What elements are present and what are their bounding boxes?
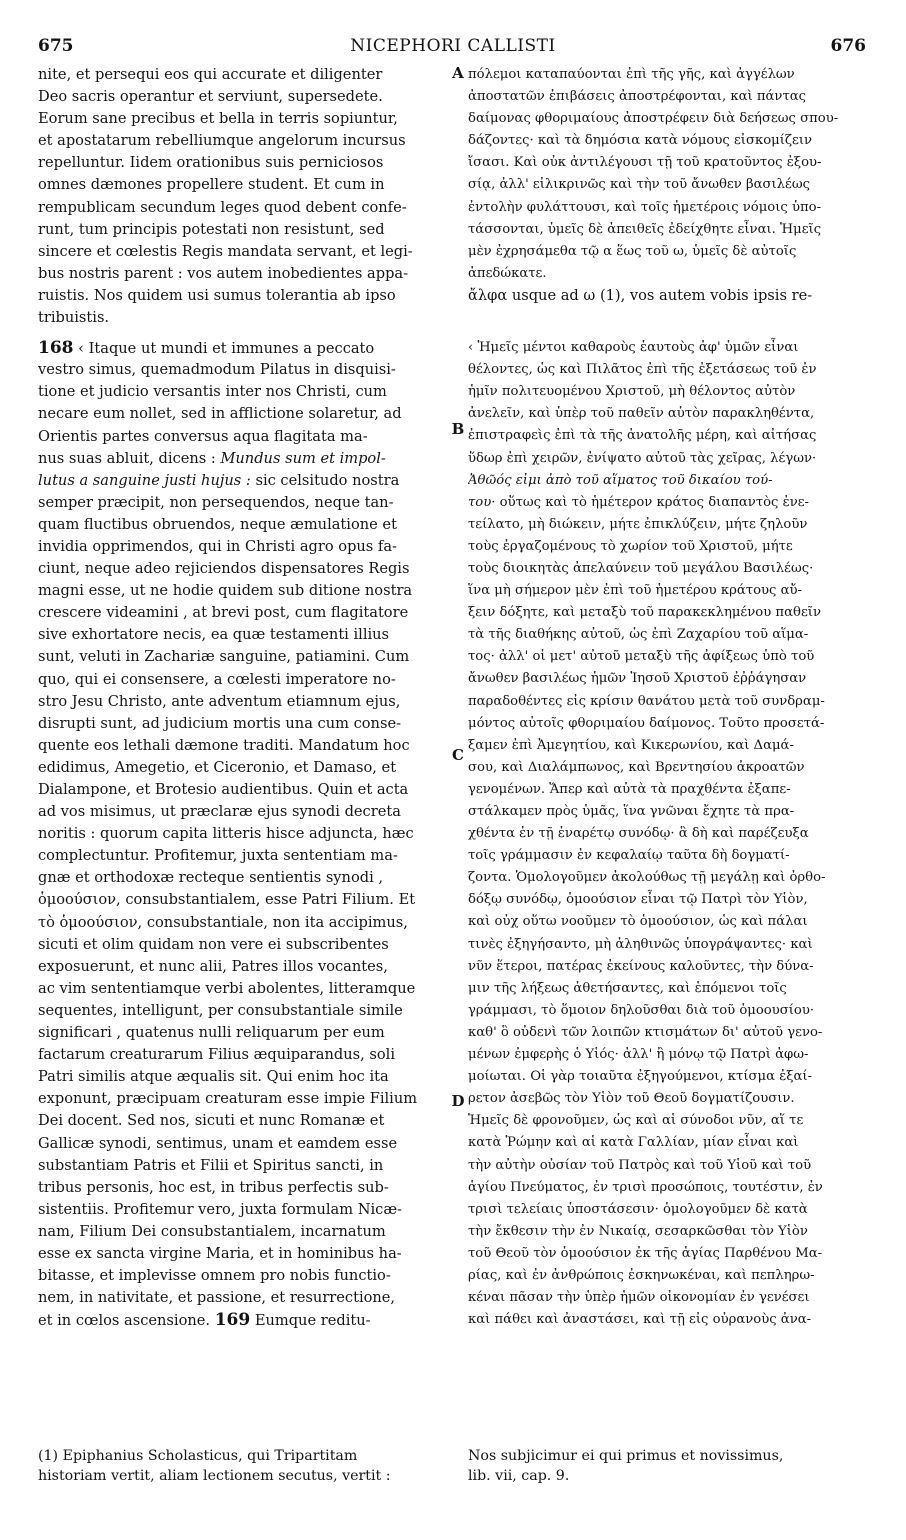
text-line: τοῖς γράμμασιν ἐν κεφαλαίῳ ταῦτα δὴ δογματί- [468,848,790,864]
margin-letter-b: B [451,420,465,438]
text-span: et in cœlos ascensione. [38,1312,215,1330]
text-line: τοὺς ἐργαζομένους τὸ χωρίον τοῦ Χριστοῦ, μήτε [468,538,793,554]
text-line: στάλκαμεν πρὸς ὑμᾶς, ἵνα γνῶναι ἔχητε τὰ πρα- [468,804,795,819]
text-line: runt, tum principis potestati non resistunt, sed [38,220,385,238]
text-line: Ἡμεῖς δὲ φρονοῦμεν, ὡς καὶ αἱ σύνοδοι νῦν, αἵ τε [468,1113,804,1129]
margin-letter-d: D [451,1092,465,1110]
text-line: sistentiis. Profitemur vero, juxta formulam Nicæ- [38,1200,402,1218]
text-line: tione et judicio versantis inter nos Christi, cum [38,383,387,401]
text-line: noritis : quorum capita litteris hisce adjuncta, hæc [38,825,414,843]
text-line: exponunt, præcipuam creaturam esse impie Filium [38,1090,418,1108]
italic-quote: lutus a sanguine justi hujus : [38,471,251,489]
italic-quote: Mundus sum et impol- [220,449,386,467]
text-line: ἄνωθεν βασιλέως ἡμῶν Ἰησοῦ Χριστοῦ ἐῤῥάγησαν [468,671,807,687]
running-title: NICEPHORI CALLISTI [350,36,556,56]
text-line: γενομένων. Ἅπερ καὶ αὐτὰ τὰ πραχθέντα ἐξαπε- [468,781,791,797]
text-line: ξειν δόξητε, καὶ μεταξὺ τοῦ παρακεκλημένου παθεῖν [468,605,821,621]
greek-block-2 [468,337,870,1331]
text-line: sicuti et olim quidam non vere ei subscribentes [38,935,389,953]
text-line: Eorum sane precibus et bella in terris sopiuntur, [38,110,398,128]
text-span: οὕτως καὶ τὸ ἡμέτερον κράτος διαπαντὸς ἐνε- [495,494,810,510]
text-line: ‹ Ἡμεῖς μέντοι καθαροὺς ἑαυτοὺς ἀφ' ὑμῶν εἶναι [468,340,799,356]
text-line: semper præcipit, non persequendos, neque tan- [38,493,394,511]
text-line: quam fluctibus obruendos, neque æmulatione et [38,515,397,533]
text-line: ρίας, καὶ ἐν ἀνθρώποις ἐσκηνωκέναι, καὶ πεπληρω- [468,1267,815,1283]
text-line: τὴν αὐτὴν οὐσίαν τοῦ Πατρὸς καὶ τοῦ Υἱοῦ καὶ τοῦ [468,1157,812,1173]
page-number-left: 675 [38,36,74,56]
text-line: edidimus, Amegetio, et Ciceronio, et Damaso, et [38,758,397,776]
text-line: rempublicam secundum leges quod debent confe- [38,198,407,216]
text-line: ἀποστατῶν ἐπιβάσεις ἀποστρέφονται, καὶ πάντας [468,89,807,105]
text-line: τὸ ὁμοούσιον, consubstantiale, non ita accipimus, [38,913,408,931]
text-line: καὶ πάθει καὶ ἀναστάσει, καὶ τῇ εἰς οὐρανοὺς ἀνα- [468,1312,812,1328]
text-line: ἁγίου Πνεύματος, ἐν τρισὶ προσώποις, τουτέστιν, ἐν [468,1179,823,1195]
latin-block-1 [38,64,448,329]
section-number-168: 168 [38,338,74,359]
text-line: gnæ et orthodoxæ recteque sentientis synodi , [38,869,384,887]
text-line: μοίωται. Οἱ γὰρ τοιαῦτα ἐξηγούμενοι, κτίσμα ἐξαί- [468,1069,813,1085]
footnote-line: lib. vii, cap. 9. [468,1468,570,1484]
text-line: τρισὶ τελείαις ὑποστάσεσιν· ὁμολογοῦμεν δὲ κατὰ [468,1201,808,1217]
text-line: esse ex sancta virgine Maria, et in hominibus ha- [38,1244,402,1262]
text-line: factarum creaturarum Filius æquiparandus, soli [38,1046,395,1064]
text-line: δόξῳ συνόδῳ, ὁμοούσιον εἶναι τῷ Πατρὶ τὸν Υἱὸν, [468,892,808,908]
text-line: τὰ τῆς διαθήκης αὐτοῦ, ὡς ἐπὶ Ζαχαρίου τοῦ αἵμα- [468,627,809,643]
text-line: ἐντολὴν φυλάττουσι, καὶ τοῖς ἡμετέροις νόμοις ὑπο- [468,199,822,215]
text-line: nem, in nativitate, et passione, et resurrectione, [38,1289,396,1307]
text-line: ἄλφα usque ad ω (1), vos autem vobis ipsis re- [468,286,813,304]
text-line: τάσσονται, ὑμεῖς δὲ ἀπειθεῖς ἐδείχθητε εἶναι. Ἡμεῖς [468,221,822,237]
text-line: ρετον ἀσεβῶς τὸν Υἱὸν τοῦ Θεοῦ δογματίζουσιν. [468,1091,795,1107]
text-line: disrupti sunt, ad judicium mortis una cum conse- [38,714,402,732]
text-line: quente eos lethali dæmone traditi. Mandatum hoc [38,736,410,754]
text-line: complectuntur. Profitemur, juxta sententiam ma- [38,847,398,865]
text-line: exposuerunt, et nunc alii, Patres illos vocantes, [38,957,388,975]
text-line: ξαμεν ἐπὶ Ἀμεγητίου, καὶ Κικερωνίου, καὶ Δαμά- [468,737,794,753]
text-line: Patri similis atque æqualis sit. Qui enim hoc ita [38,1068,389,1086]
text-line: σου, καὶ Διαλάμπωνος, καὶ Βρεντησίου ἀκροατῶν [468,759,805,775]
text-line: ἀνελεῖν, καὶ ὑπὲρ τοῦ παθεῖν αὐτὸν παρακληθέντα, [468,406,815,422]
text-line: tribuistis. [38,309,110,327]
text-line: γράμμασι, τὸ ὅμοιον δηλοῦσθαι διὰ τοῦ ὁμοουσίου· [468,1002,815,1018]
text-line: μιν τῆς λήξεως ἀθετήσαντες, καὶ ἑπόμενοι τοῖς [468,980,787,996]
text-line: πόλεμοι καταπαύονται ἐπὶ τῆς γῆς, καὶ ἀγγέλων [468,67,795,82]
footnote-line: historiam vertit, aliam lectionem secutus, vertit : [38,1468,391,1484]
italic-quote: Ἀθῶός εἰμι ἀπὸ τοῦ αἵματος τοῦ δικαίου τού- [468,472,773,488]
margin-letter-a: A [452,64,464,82]
text-line: nite, et persequi eos qui accurate et diligenter [38,66,383,83]
text-line: bus nostris parent : vos autem inobedientes appa- [38,264,409,282]
text-line: ciunt, neque adeo rejiciendos dispensatores Regis [38,560,410,578]
text-line: κέναι πᾶσαν τὴν ὑπὲρ ἡμῶν οἰκονομίαν ἐν γενέσει [468,1290,810,1306]
text-line: omnes dæmones propellere student. Et cum in [38,176,385,194]
text-line: tribus personis, hoc est, in tribus perfectis sub- [38,1178,389,1196]
text-line: χθέντα ἐν τῇ ἐναρέτῳ συνόδῳ· ἃ δὴ καὶ παρέζευξα [468,826,809,842]
text-line: vestro simus, quemadmodum Pilatus in disquisi- [38,361,396,379]
text-line: τινὲς ἐξηγήσαντο, μὴ ἀληθινῶς ὑπογράψαντες· καὶ [468,936,813,952]
text-line: magni esse, ut ne hodie quidem sub ditione nostra [38,582,413,600]
text-line: ὁμοούσιον, consubstantialem, esse Patri Filium. Et [38,891,416,909]
text-line: παραδοθέντες εἰς κρίσιν θανάτου μετὰ τοῦ συνδραμ- [468,693,825,709]
text-line: σίᾳ, ἀλλ' εἰλικρινῶς καὶ τὴν τοῦ ἄνωθεν βασιλέως [468,177,810,193]
text-line: et apostatarum rebelliumque angelorum incursus [38,132,406,150]
text-line: ruistis. Nos quidem usi sumus tolerantia ab ipso [38,286,396,304]
text-line [38,1309,448,1331]
text-line: significari , quatenus nulli reliquarum per eum [38,1024,385,1042]
text-line: τοὺς διοικητὰς ἀπελαύνειν τοῦ μεγάλου Βασιλέως· [468,560,814,576]
latin-block-2 [38,337,448,1331]
text-line: repelluntur. Iidem orationibus suis perniciosos [38,154,384,172]
text-line: δαίμονας φθοριμαίους ἀποστρέφειν διὰ δεήσεως σπου- [468,111,839,127]
text-line: quo, qui ei consensere, a cœlesti imperatore no- [38,670,396,688]
text-line: sive exhortatore necis, ea quæ testamenti illius [38,626,390,644]
text-line [468,492,870,514]
text-line: sincere et cœlestis Regis mandata servant, et legi- [38,242,413,260]
text-line: τος· ἀλλ' οἱ μετ' αὐτοῦ μεταξὺ τῆς ἀφίξεως ὑπὸ τοῦ [468,649,815,665]
text-line: Deo sacris operantur et serviunt, supersedete. [38,88,383,106]
text-line: ζοντα. Ὁμολογοῦμεν ἀκολούθως τῇ μεγάλῃ καὶ ὀρθο- [468,870,826,886]
text-line: τείλατο, μὴ διώκειν, μήτε ἐπικλύζειν, μήτε ζηλοῦν [468,516,808,532]
text-line: ὕδωρ ἐπὶ χειρῶν, ἐνίψατο αὐτοῦ τὰς χεῖρας, λέγων· [468,450,817,466]
text-line: Dei docent. Sed nos, sicuti et nunc Romanæ et [38,1112,385,1130]
text-line: μόντος αὐτοῖς φθοριμαίου δαίμονος. Τοῦτο προσετά- [468,715,825,731]
footnote-right [468,1446,870,1486]
text-line: sunt, veluti in Zachariæ sanguine, patiamini. Cum [38,648,410,666]
text-line: necare eum nollet, sed in afflictione solaretur, ad [38,405,402,423]
text-line: Dialampone, et Brotesio audientibus. Quin et acta [38,781,409,798]
text-line: ἵνα μὴ σήμερον μὲν ἐπὶ τοῦ ἡμετέρου κράτους αὔ- [468,583,803,599]
text-line: ad vos misimus, ut præclaræ ejus synodi decreta [38,803,401,821]
footnote-left [38,1446,448,1486]
text-line: ac vim sententiamque verbi abolentes, litteramque [38,979,416,997]
text-line: τοῦ Θεοῦ τὸν ὁμοούσιον ἐκ τῆς ἁγίας Παρθένου Μα- [468,1245,823,1261]
page-number-right: 676 [830,36,866,56]
text-line: θέλοντες, ὡς καὶ Πιλᾶτος ἐπὶ τῆς ἐξετάσεως τοῦ ἐν [468,362,817,378]
text-line: substantiam Patris et Filii et Spiritus sancti, in [38,1156,384,1174]
text-span: nus suas abluit, dicens : [38,449,221,467]
italic-quote: του· [468,494,496,510]
text-line [38,470,448,492]
text-line: nam, Filium Dei consubstantialem, incarnatum [38,1222,386,1240]
text-line [38,337,448,359]
text-line: invidia opprimendos, qui in Christi agro opus fa- [38,537,397,555]
text-span: ‹ Itaque ut mundi et immunes a peccato [78,340,375,358]
page-header [36,36,870,60]
text-line: bitasse, et implevisse omnem pro nobis functio- [38,1267,391,1285]
text-line: crescere videamini , at brevi post, cum flagitatore [38,604,409,622]
footnote-line: (1) Epiphanius Scholasticus, qui Tripartitam [38,1448,358,1464]
text-line: τὴν ἔκθεσιν τὴν ἐν Νικαίᾳ, σεσαρκῶσθαι τὸν Υἱὸν [468,1223,808,1239]
text-line: δάζοντες· καὶ τὰ δημόσια κατὰ νόμους εἰσκομίζειν [468,133,813,149]
text-line: Gallicæ synodi, sentimus, unam et eamdem esse [38,1134,398,1152]
text-line: ἴσασι. Καὶ οὐκ ἀντιλέγουσι τῇ τοῦ κρατοῦντος ἐξου- [468,155,822,171]
text-line: stro Jesu Christo, ante adventum etiamnum ejus, [38,692,401,710]
text-line: κατὰ Ῥώμην καὶ αἱ κατὰ Γαλλίαν, μίαν εἶναι καὶ [468,1135,799,1151]
latin-column [38,64,448,1331]
text-line [38,448,448,470]
text-line: νῦν ἕτεροι, πατέρας ἐκείνους καλοῦντες, τὴν δύνα- [468,958,814,974]
text-line: ἀπεδώκατε. [468,265,547,281]
footnote-line: Nos subjicimur ei qui primus et novissimus, [468,1448,784,1464]
text-line: μένων ἐμφερὴς ὁ Υἱός· ἀλλ' ἢ μόνῳ τῷ Πατρὶ ἀφω- [468,1047,809,1063]
margin-letter-c: C [452,746,464,764]
text-line: ἡμῖν πολιτευομένου Χριστοῦ, μὴ θέλοντος αὐτὸν [468,384,796,400]
text-span: Eumque reditu- [250,1312,371,1330]
text-line: ἐπιστραφεὶς ἐπὶ τὰ τῆς ἀνατολῆς μέρη, καὶ αἰτήσας [468,428,817,444]
greek-column [468,64,870,1331]
text-line: sequentes, intelligunt, per consubstantiale simile [38,1001,403,1019]
text-line: Orientis partes conversus aqua flagitata ma- [38,427,368,445]
text-line: καθ' ὃ οὐδενὶ τῶν λοιπῶν κτισμάτων δι' αὐτοῦ γενο- [468,1024,823,1040]
greek-block-1 [468,64,870,307]
text-line: καὶ οὐχ οὕτω νοοῦμεν τὸ ὁμοούσιον, ὡς καὶ πάλαι [468,914,808,930]
text-span: sic celsitudo nostra [250,471,400,489]
text-line: μὲν ἐχρησάμεθα τῷ α ἕως τοῦ ω, ὑμεῖς δὲ αὐτοῖς [468,243,797,259]
section-number-169: 169 [214,1310,251,1331]
